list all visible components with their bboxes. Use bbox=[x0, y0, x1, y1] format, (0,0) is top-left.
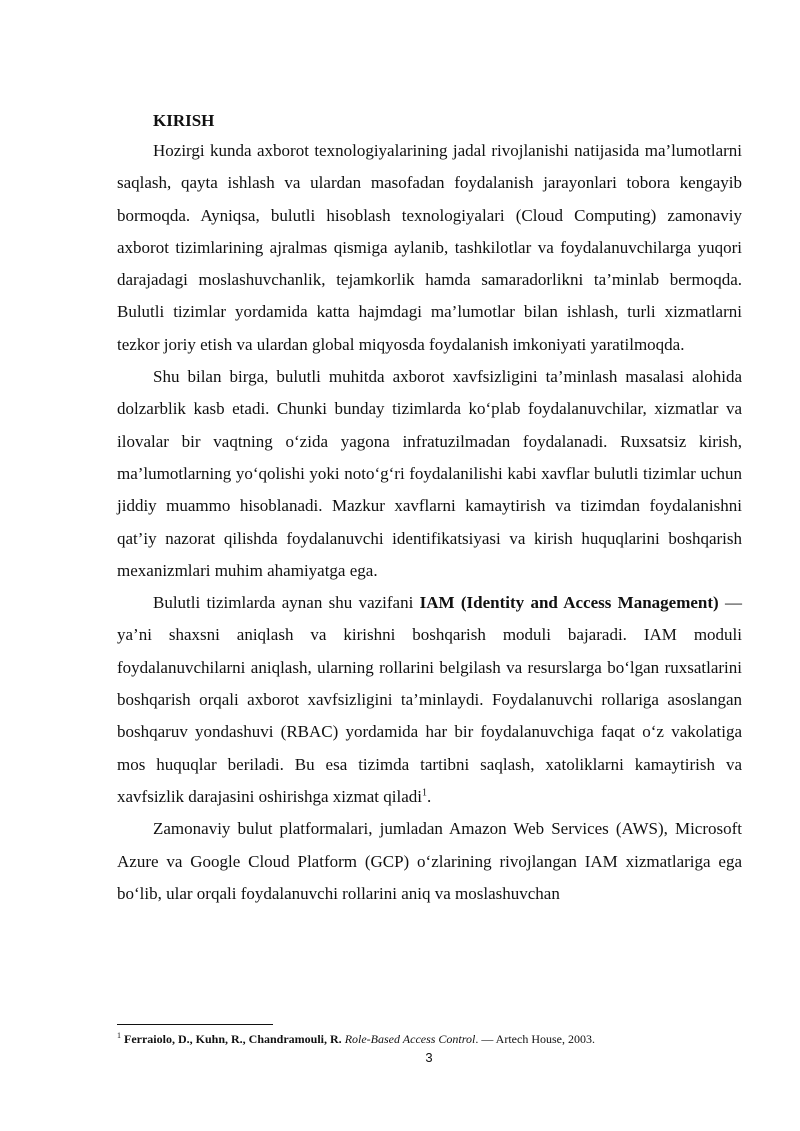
paragraph-3-intro: Bulutli tizimlarda aynan shu vazifani bbox=[153, 593, 420, 613]
footnote bbox=[117, 1031, 742, 1047]
paragraph-3-body: — ya’ni shaxsni aniqlash va kirishni boshqarish moduli bajaradi. IAM moduli foydalanuvchilarni aniqlash, ularning rollarini belgilash va resurslarga bo‘lgan ruxsatlarini boshqarish orqali axborot xavfsizligini ta’minlaydi. Foydalanuvchi rollariga asoslangan boshqaruv yondashuvi (RBAC) yordamida har bir foydalanuvchiga faqat o‘z vakolatiga mos huquqlar beriladi. Bu esa tizimda tartibni saqlash, xatoliklarni kamaytirish va xavfsizlik darajasini oshirishga xizmat qiladi bbox=[117, 593, 743, 806]
section-heading: KIRISH bbox=[153, 111, 215, 130]
paragraph-4: Zamonaviy bulut platformalari, jumladan Amazon Web Services (AWS), Microsoft Azure va Google Cloud Platform (GCP) o‘zlarining rivojlangan IAM xizmatlariga ega bo‘lib, ular orqali foydalanuvchi rollarini aniq va moslashuvchan bbox=[117, 819, 742, 903]
footnote-title: Role-Based Access Control bbox=[344, 1032, 476, 1046]
paragraph-2: Shu bilan birga, bulutli muhitda axborot xavfsizligini ta’minlash masalasi alohida dolzarblik kasb etadi. Chunki bunday tizimlarda ko‘plab foydalanuvchilar, xizmatlar va ilovalar bir vaqtning o‘zida yagona infratuzilmadan foydalanadi. Ruxsatsiz kirish, ma’lumotlarning yo‘qolishi yoki noto‘g‘ri foydalanilishi kabi xavflar bulutli tizimlar uchun jiddiy muammo hisoblanadi. Mazkur xavflarni kamaytirish va tizimdan foydalanishni qat’iy nazorat qilishda foydalanuvchi identifikatsiyasi va kirish huquqlarini boshqarish mexanizmlari muhim ahamiyatga ega. bbox=[117, 367, 742, 580]
paragraph-1: Hozirgi kunda axborot texnologiyalarining jadal rivojlanishi natijasida ma’lumotlarni saqlash, qayta ishlash va ulardan masofadan foydalanish jarayonlari tobora kengayib bormoqda. Ayniqsa, bulutli hisoblash texnologiyalari (Cloud Computing) zamonaviy axborot tizimlarining ajralmas qismiga aylanib, tashkilotlar va foydalanuvchilarga yuqori darajadagi moslashuvchanlik, tejamkorlik hamda samaradorlikni ta’minlab bermoqda. Bulutli tizimlar yordamida katta hajmdagi ma’lumotlar bilan ishlash, turli xizmatlarni tezkor joriy etish va ulardan global miqyosda foydalanish imkoniyati yaratilmoqda. bbox=[117, 141, 742, 354]
footnote-divider bbox=[117, 1024, 273, 1025]
footnote-authors: Ferraiolo, D., Kuhn, R., Chandramouli, R. bbox=[124, 1032, 342, 1046]
paragraph-3-end: . bbox=[426, 786, 432, 806]
footnote-publisher: . — Artech House, 2003. bbox=[475, 1032, 595, 1046]
page-number: 3 bbox=[425, 1050, 433, 1065]
iam-term: IAM (Identity and Access Management) bbox=[419, 593, 719, 613]
footnote-reference[interactable]: 1 bbox=[421, 787, 427, 799]
paragraph-3 bbox=[117, 587, 742, 813]
footnote-number: 1 bbox=[117, 1031, 121, 1040]
main-text bbox=[117, 106, 742, 910]
